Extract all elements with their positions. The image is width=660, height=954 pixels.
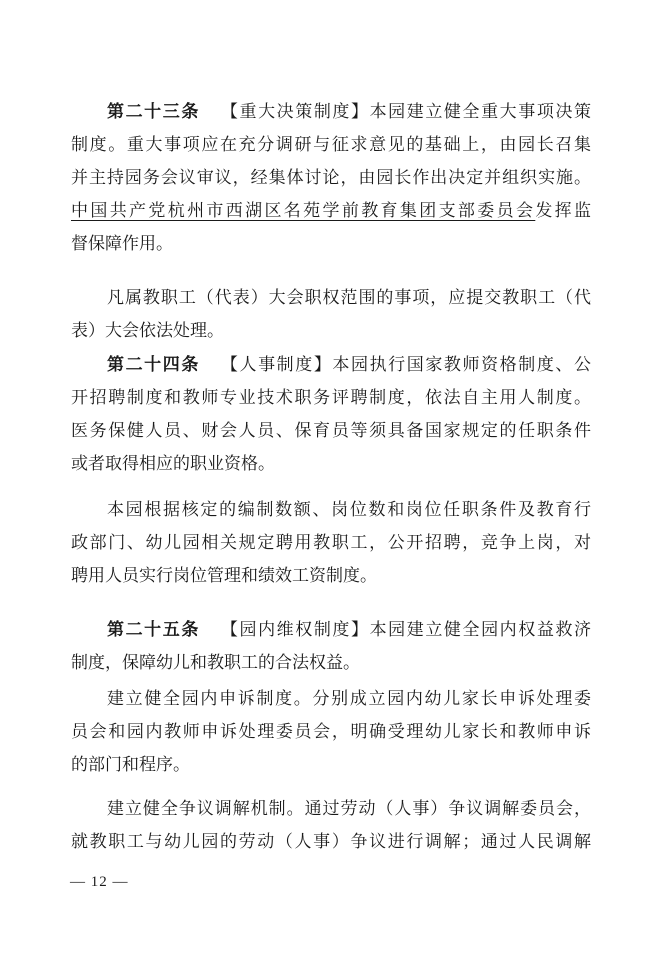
article-23-line-1-text: 本园建立健全重大事项决策 [369, 102, 592, 122]
article-25-title: 【园内维权制度】 [220, 620, 370, 640]
article-23 [71, 96, 591, 261]
hiring-line-1: 本园根据核定的编制数额、岗位数和岗位任职条件及教育行 [107, 500, 591, 520]
article-25-line-1-text: 本园建立健全园内权益救济 [369, 620, 592, 640]
appeal-line-2: 员会和园内教师申诉处理委员会，明确受理幼儿家长和教师申诉 [71, 722, 591, 742]
hiring-line-2: 政部门、幼儿园相关规定聘用教职工，公开招聘，竞争上岗，对 [71, 533, 591, 553]
mediation-line-2: 就教职工与幼儿园的劳动（人事）争议进行调解；通过人民调解 [71, 832, 591, 852]
party-branch-name: 中国共产党杭州市西湖区名苑学前教育集团支部委员会 [71, 201, 536, 221]
article-25 [71, 614, 591, 680]
appeal-paragraph [71, 683, 591, 782]
article-23-line-3: 并主持园务会议审议，经集体讨论，由园长作出决定并组织实施。 [71, 168, 591, 188]
article-24-line-2: 开招聘制度和教师专业技术职务评聘制度，依法自主用人制度。 [71, 388, 591, 408]
article-23-line-4-text: 发挥监 [535, 201, 592, 221]
hiring-line-3: 聘用人员实行岗位管理和绩效工资制度。 [71, 566, 377, 586]
staff-congress-line-1: 凡属教职工（代表）大会职权范围的事项，应提交教职工（代 [107, 288, 591, 308]
staff-congress-line-2: 表）大会依法处理。 [71, 321, 224, 341]
staff-congress-paragraph [71, 282, 591, 348]
article-23-line-5: 督保障作用。 [71, 234, 173, 254]
article-24-line-4: 或者取得相应的职业资格。 [71, 454, 275, 474]
appeal-line-1: 建立健全园内申诉制度。分别成立园内幼儿家长申诉处理委 [107, 689, 591, 709]
mediation-line-1: 建立健全争议调解机制。通过劳动（人事）争议调解委员会， [107, 799, 591, 819]
article-23-number: 第二十三条 [107, 102, 200, 122]
page-number: — 12 — [70, 874, 129, 890]
article-24 [71, 349, 591, 481]
hiring-paragraph [71, 494, 591, 593]
article-24-line-1-text: 本园执行国家教师资格制度、公 [332, 355, 592, 375]
article-25-line-1 [71, 614, 591, 647]
article-23-line-1 [71, 96, 591, 129]
appeal-line-3: 的部门和程序。 [71, 755, 190, 775]
article-23-line-2: 制度。重大事项应在充分调研与征求意见的基础上，由园长召集 [71, 135, 591, 155]
article-25-number: 第二十五条 [107, 620, 200, 640]
article-24-line-1 [71, 349, 591, 382]
article-24-line-3: 医务保健人员、财会人员、保育员等须具备国家规定的任职条件 [71, 421, 591, 441]
article-23-title: 【重大决策制度】 [220, 102, 370, 122]
article-23-line-4 [71, 195, 591, 228]
mediation-paragraph [71, 793, 591, 859]
article-24-number: 第二十四条 [107, 355, 200, 375]
article-24-title: 【人事制度】 [220, 355, 333, 375]
article-25-line-2: 制度，保障幼儿和教职工的合法权益。 [71, 653, 360, 673]
